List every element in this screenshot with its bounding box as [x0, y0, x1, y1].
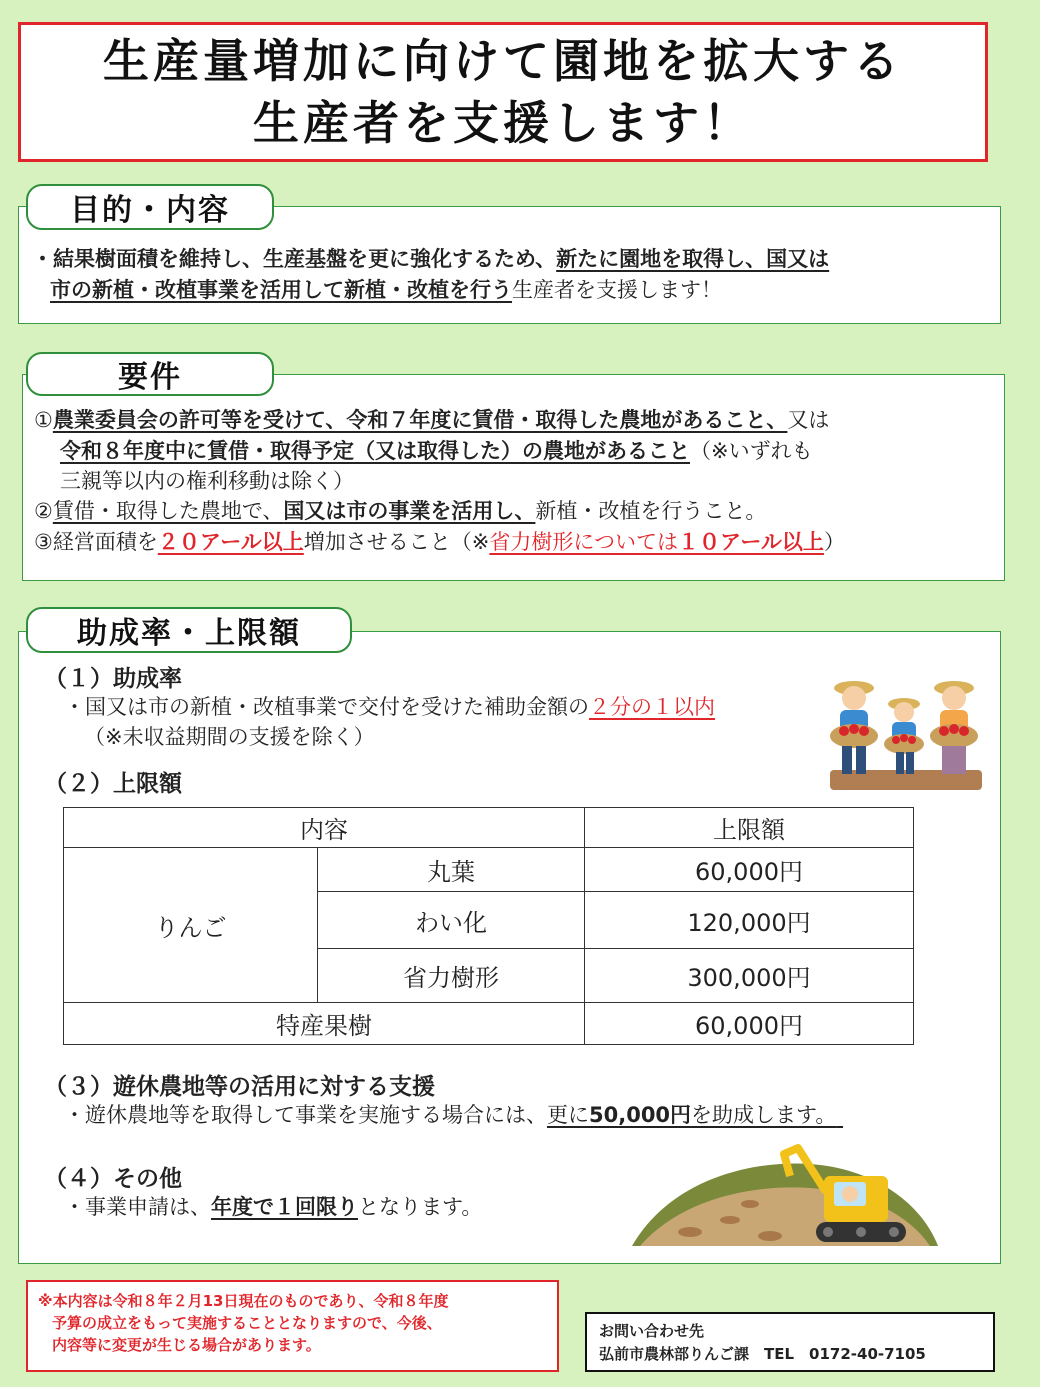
requirement-1-line-3: 三親等以内の権利移動は除く）	[60, 469, 354, 493]
table-cell-amount: 60,000円	[585, 848, 914, 892]
table-header-content: 内容	[64, 808, 585, 848]
table-header-row	[64, 808, 914, 848]
requirement-3: ③経営面積を２０アール以上増加させること（※省力樹形については１０アール以上）	[34, 530, 845, 554]
table-row	[64, 848, 914, 892]
contact-box	[585, 1312, 995, 1372]
other-text: ・事業申請は、年度で１回限りとなります。	[64, 1195, 483, 1219]
notice-box	[26, 1280, 559, 1372]
subsidy-rate-note: （※未収益期間の支援を除く）	[84, 725, 375, 749]
table-cell-amount: 300,000円	[585, 949, 914, 1003]
purpose-label: 目的・内容	[26, 184, 274, 230]
farmers-illustration	[828, 674, 984, 794]
table-cell-item: わい化	[318, 892, 585, 949]
excavator-illustration	[630, 1140, 942, 1250]
contact-heading: お問い合わせ先	[599, 1322, 705, 1340]
purpose-line-1: ・結果樹面積を維持し、生産基盤を更に強化するため、新たに園地を取得し、国又は	[32, 247, 830, 271]
contact-details: 弘前市農林部りんご課 TEL 0172-40-7105	[599, 1345, 926, 1363]
requirement-2: ②賃借・取得した農地で、国又は市の事業を活用し、新植・改植を行うこと。	[34, 499, 767, 523]
requirements-label: 要件	[26, 352, 274, 396]
title-line-2: 生産者を支援します！	[253, 96, 753, 150]
title-box	[18, 22, 988, 162]
subsidy-label: 助成率・上限額	[26, 607, 352, 653]
subsidy-rate-heading: （１）助成率	[44, 666, 182, 692]
other-heading: （４）その他	[44, 1166, 182, 1192]
table-cell-item: 省力樹形	[318, 949, 585, 1003]
requirement-1-line-2: 令和８年度中に賃借・取得予定（又は取得した）の農地があること（※いずれも	[60, 439, 813, 463]
notice-line-1: ※本内容は令和８年２月13日現在のものであり、令和８年度	[38, 1292, 449, 1310]
table-row	[64, 1003, 914, 1045]
purpose-line-2: 市の新植・改植事業を活用して新植・改植を行う生産者を支援します！	[50, 278, 722, 302]
table-cell-amount: 120,000円	[585, 892, 914, 949]
table-group-apple: りんご	[64, 848, 318, 1003]
requirement-1-line-1: ①農業委員会の許可等を受けて、令和７年度に賃借・取得した農地があること、又は	[34, 408, 830, 432]
limit-table	[63, 807, 914, 1045]
notice-line-2: 予算の成立をもって実施することとなりますので、今後、	[52, 1314, 442, 1332]
table-cell-item: 丸葉	[318, 848, 585, 892]
notice-line-3: 内容等に変更が生じる場合があります。	[52, 1336, 321, 1354]
limit-heading: （２）上限額	[44, 771, 182, 797]
idle-land-text: ・遊休農地等を取得して事業を実施する場合には、更に50,000円を助成します。	[64, 1103, 837, 1127]
title-line-1: 生産量増加に向けて園地を拡大する	[103, 34, 903, 88]
table-header-limit: 上限額	[585, 808, 914, 848]
table-cell-item: 特産果樹	[64, 1003, 585, 1045]
table-cell-amount: 60,000円	[585, 1003, 914, 1045]
idle-land-heading: （３）遊休農地等の活用に対する支援	[44, 1074, 435, 1100]
subsidy-rate-text: ・国又は市の新植・改植事業で交付を受けた補助金額の２分の１以内	[64, 695, 715, 719]
